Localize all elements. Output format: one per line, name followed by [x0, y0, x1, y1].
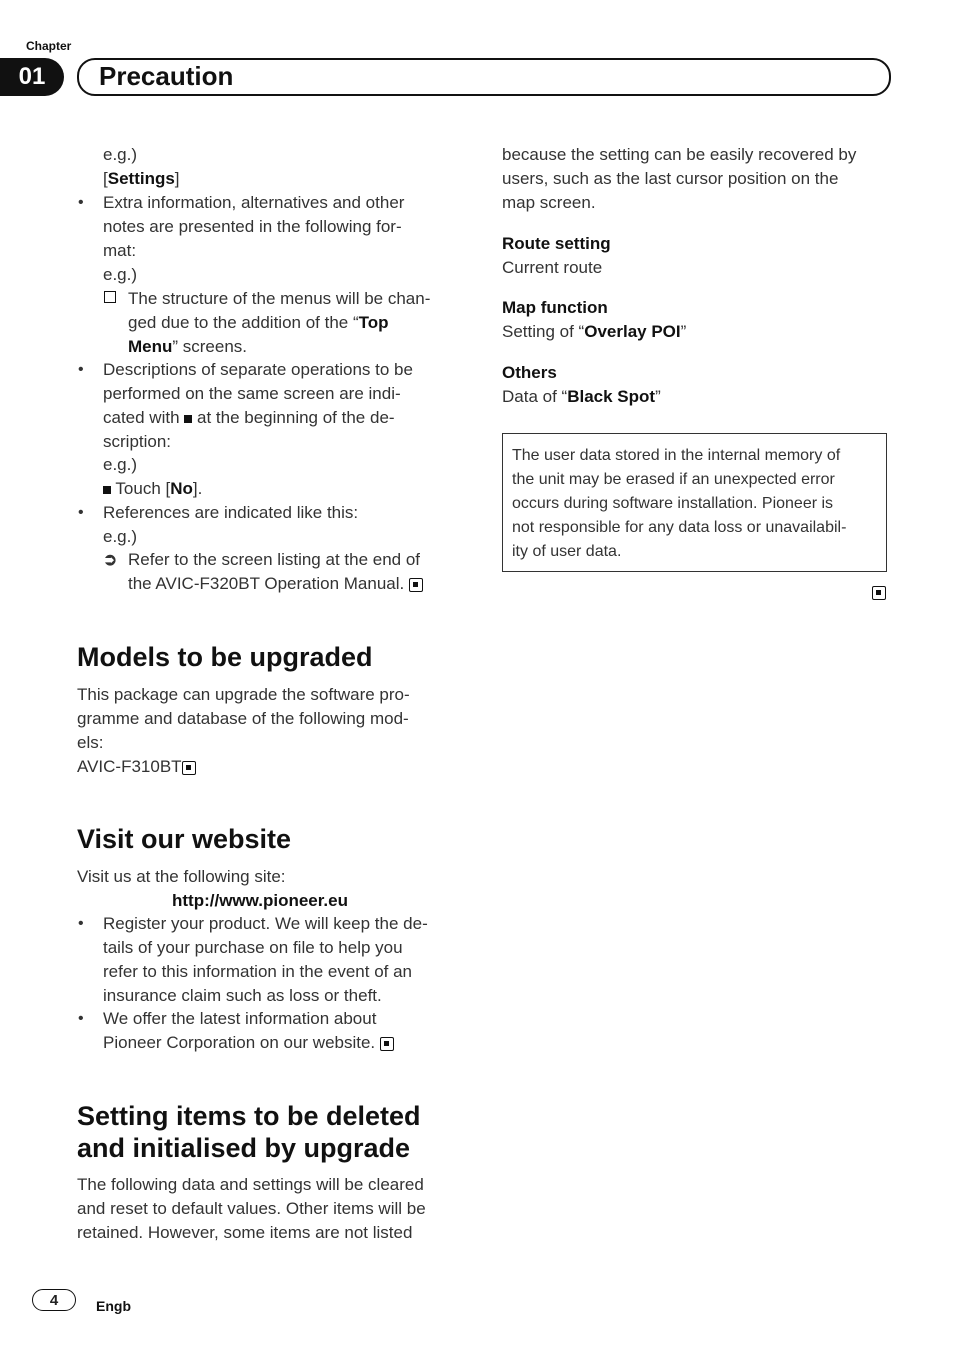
section-heading-website: Visit our website [77, 824, 292, 854]
text-line: The structure of the menus will be chan- [128, 289, 431, 308]
text-line: users, such as the last cursor position on the [502, 169, 839, 188]
text-line: Register your product. We will keep the de- [103, 914, 428, 933]
text-line: ity of user data. [512, 543, 622, 560]
text-line: Descriptions of separate operations to be [103, 360, 413, 379]
settings-word: Settings [107, 169, 175, 188]
text-line: This package can upgrade the software pro- [77, 685, 410, 704]
chapter-label: Chapter [26, 39, 72, 53]
example-label: e.g.) [103, 455, 138, 474]
route-setting-heading: Route setting [502, 234, 611, 253]
chapter-number: 01 [0, 58, 64, 96]
section-heading-models: Models to be upgraded [77, 642, 373, 672]
website-url-link[interactable]: http://www.pioneer.eu [172, 891, 348, 910]
chapter-title: Precaution [99, 61, 234, 91]
text-line: map screen. [502, 193, 596, 212]
text-line: gramme and database of the following mod- [77, 709, 409, 728]
text-line: because the setting can be easily recovered by [502, 145, 857, 164]
text-line: The user data stored in the internal memory of [512, 447, 841, 464]
text-line: retained. However, some items are not listed [77, 1223, 413, 1242]
text-line: Refer to the screen listing at the end of [128, 550, 421, 569]
text-line: els: [77, 733, 104, 752]
end-mark-icon [872, 584, 886, 602]
bullet-dot: • [78, 361, 84, 378]
text-line: mat: [103, 241, 137, 260]
end-mark-icon [380, 1037, 394, 1051]
text-line: the unit may be erased if an unexpected error [512, 471, 835, 488]
reference-text [128, 548, 423, 596]
language-code: Engb [96, 1298, 131, 1314]
text-line: Pioneer Corporation on our website. [103, 1031, 394, 1055]
warning-text [512, 444, 846, 564]
bullet-dot: • [78, 1010, 84, 1027]
page-number: 4 [32, 1289, 76, 1311]
text-line: The following data and settings will be cleared [77, 1175, 424, 1194]
text-line: refer to this information in the event of an [103, 962, 413, 981]
text-line: tails of your purchase on file to help you [103, 938, 403, 957]
route-setting-value: Current route [502, 258, 603, 277]
continued-text [502, 143, 856, 215]
arrow-reference-icon: ➲ [103, 550, 118, 569]
note-text [128, 287, 430, 359]
square-bullet-icon [184, 415, 192, 423]
bullet-references: References are indicated like this: [103, 503, 359, 522]
text-line: occurs during software installation. Pioneer is [512, 495, 834, 512]
website-intro: Visit us at the following site: [77, 867, 286, 886]
note-checkbox-icon [104, 291, 116, 303]
end-mark-icon [409, 578, 423, 592]
text-line: notes are presented in the following for- [103, 217, 402, 236]
text-line: cated with at the beginning of the de- [103, 408, 395, 427]
others-value: Data of “Black Spot” [502, 387, 661, 406]
text-line: not responsible for any data loss or unavailabil- [512, 519, 847, 536]
bullet-dot: • [78, 915, 84, 932]
settings-example [103, 167, 180, 191]
text-line: insurance claim such as loss or theft. [103, 986, 382, 1005]
example-label: e.g.) [103, 145, 138, 164]
end-mark-icon [182, 761, 196, 775]
others-heading: Others [502, 363, 557, 382]
bullet-dot: • [78, 504, 84, 521]
bullet-register [103, 912, 428, 1008]
setting-items-body [77, 1173, 426, 1245]
text-line: the AVIC-F320BT Operation Manual. [128, 572, 423, 596]
text-line: ged due to the addition of the “Top [128, 313, 389, 332]
text-line: performed on the same screen are indi- [103, 384, 401, 403]
map-function-heading: Map function [502, 298, 608, 317]
text-line: Menu” screens. [128, 337, 248, 356]
models-body [77, 683, 410, 779]
square-bullet-icon [103, 486, 111, 494]
bullet-extra-info [103, 191, 404, 263]
map-function-value: Setting of “Overlay POI” [502, 322, 687, 341]
text-line: scription: [103, 432, 172, 451]
text-line: and reset to default values. Other items will be [77, 1199, 426, 1218]
example-label: e.g.) [103, 527, 138, 546]
section-heading-setting-items: Setting items to be deleted and initialised by upgrade [77, 1101, 421, 1163]
bracket-close: ] [174, 169, 180, 188]
bullet-latest-info [103, 1007, 394, 1055]
bullet-descriptions [103, 358, 413, 454]
text-line: Extra information, alternatives and other [103, 193, 405, 212]
bullet-dot: • [78, 194, 84, 211]
text-line: AVIC-F310BT [77, 755, 410, 779]
bracket-open: [ [103, 169, 108, 188]
example-label: e.g.) [103, 265, 138, 284]
text-line: We offer the latest information about [103, 1009, 377, 1028]
touch-example: Touch [No]. [103, 477, 202, 501]
